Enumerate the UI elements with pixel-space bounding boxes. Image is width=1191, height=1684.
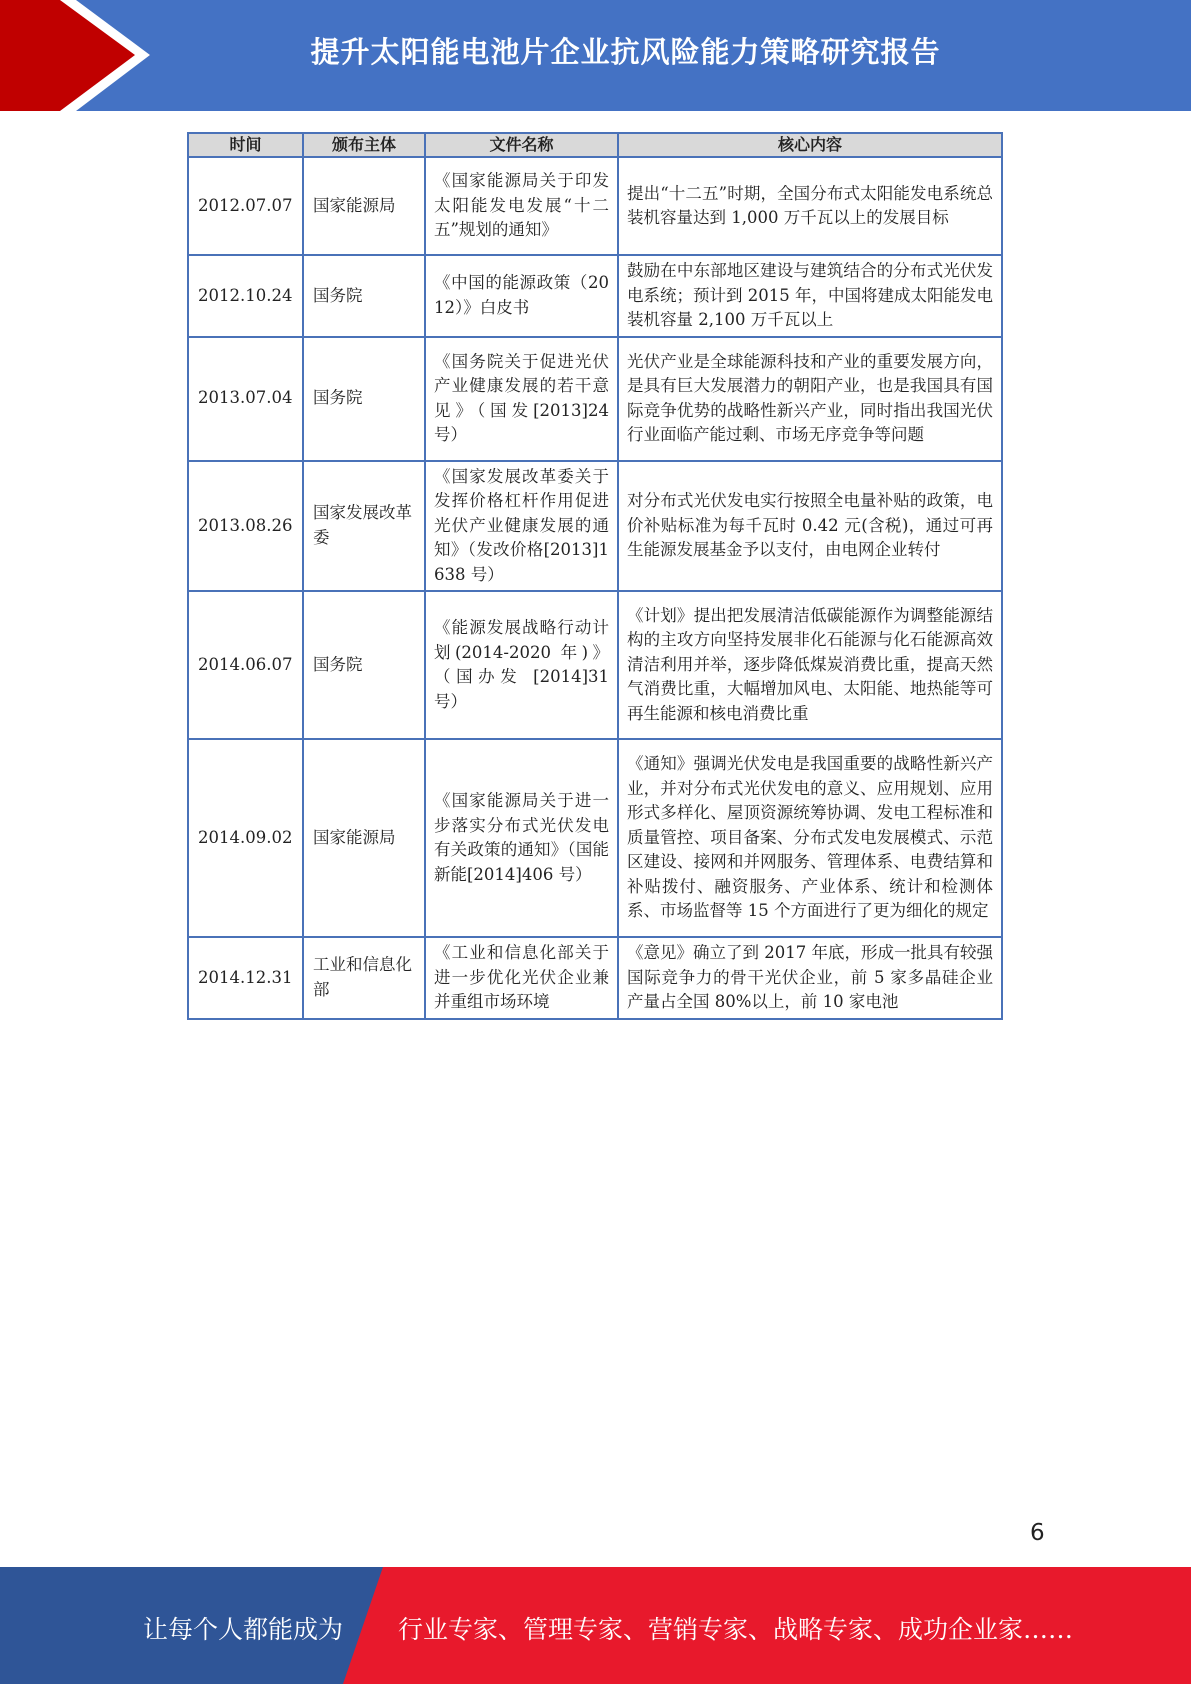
table-header-row [188,133,1002,157]
cell-issuer: 国家能源局 [303,157,425,255]
cell-file: 《国家能源局关于进一步落实分布式光伏发电有关政策的通知》（国能新能[2014]406 号） [425,739,618,937]
cell-content: 《通知》强调光伏发电是我国重要的战略性新兴产业，并对分布式光伏发电的意义、应用规划、应用形式多样化、屋顶资源统筹协调、发电工程标准和质量管控、项目备案、分布式发电发展模式、示范区建设、接网和并网服务、管理体系、电费结算和补贴拨付、融资服务、产业体系、统计和检测体系、市场监督等 15 个方面进行了更为细化的规定 [618,739,1002,937]
cell-content: 提出“十二五”时期，全国分布式太阳能发电系统总装机容量达到 1,000 万千瓦以上的发展目标 [618,157,1002,255]
cell-file: 《国务院关于促进光伏产业健康发展的若干意见》（国发[2013]24 号） [425,337,618,461]
table-row [188,337,1002,461]
cell-content: 《计划》提出把发展清洁低碳能源作为调整能源结构的主攻方向坚持发展非化石能源与化石能源高效清洁利用并举，逐步降低煤炭消费比重，提高天然气消费比重，大幅增加风电、太阳能、地热能等可再生能源和核电消费比重 [618,591,1002,739]
cell-content: 光伏产业是全球能源科技和产业的重要发展方向，是具有巨大发展潜力的朝阳产业，也是我国具有国际竞争优势的战略性新兴产业，同时指出我国光伏行业面临产能过剩、市场无序竞争等问题 [618,337,1002,461]
cell-file: 《中国的能源政策（2012）》白皮书 [425,255,618,337]
page-number: 6 [1030,1520,1045,1546]
page-header [0,0,1191,111]
cell-date: 2014.12.31 [188,937,303,1019]
table-row [188,937,1002,1019]
cell-issuer: 国务院 [303,255,425,337]
cell-file: 《国家发展改革委关于发挥价格杠杆作用促进光伏产业健康发展的通知》（发改价格[2013]1638 号） [425,461,618,592]
policy-table [187,132,1003,1020]
table-row [188,739,1002,937]
cell-issuer: 国家发展改革委 [303,461,425,592]
footer-slogan-right: 行业专家、管理专家、营销专家、战略专家、成功企业家…… [398,1615,1074,1644]
table-row [188,255,1002,337]
column-header-date: 时间 [188,133,303,157]
cell-date: 2013.07.04 [188,337,303,461]
column-header-file: 文件名称 [425,133,618,157]
cell-date: 2014.06.07 [188,591,303,739]
cell-issuer: 工业和信息化部 [303,937,425,1019]
cell-date: 2012.10.24 [188,255,303,337]
cell-issuer: 国务院 [303,337,425,461]
table-row [188,461,1002,592]
cell-issuer: 国家能源局 [303,739,425,937]
column-header-issuer: 颁布主体 [303,133,425,157]
cell-content: 《意见》确立了到 2017 年底，形成一批具有较强国际竞争力的骨干光伏企业，前 5 家多晶硅企业产量占全国 80%以上，前 10 家电池 [618,937,1002,1019]
report-title: 提升太阳能电池片企业抗风险能力策略研究报告 [310,35,941,69]
table-row [188,157,1002,255]
cell-content: 对分布式光伏发电实行按照全电量补贴的政策，电价补贴标准为每千瓦时 0.42 元(含税)，通过可再生能源发展基金予以支付，由电网企业转付 [618,461,1002,592]
footer-slogan-left: 让每个人都能成为 [143,1615,344,1644]
cell-file: 《国家能源局关于印发太阳能发电发展“十二五”规划的通知》 [425,157,618,255]
cell-content: 鼓励在中东部地区建设与建筑结合的分布式光伏发电系统；预计到 2015 年，中国将建成太阳能发电装机容量 2,100 万千瓦以上 [618,255,1002,337]
cell-date: 2012.07.07 [188,157,303,255]
cell-file: 《能源发展战略行动计划(2014-2020 年)》（国办发 [2014]31 号） [425,591,618,739]
cell-file: 《工业和信息化部关于进一步优化光伏企业兼并重组市场环境 [425,937,618,1019]
page-footer [0,1567,1191,1684]
cell-issuer: 国务院 [303,591,425,739]
cell-date: 2014.09.02 [188,739,303,937]
column-header-content: 核心内容 [618,133,1002,157]
cell-date: 2013.08.26 [188,461,303,592]
table-row [188,591,1002,739]
